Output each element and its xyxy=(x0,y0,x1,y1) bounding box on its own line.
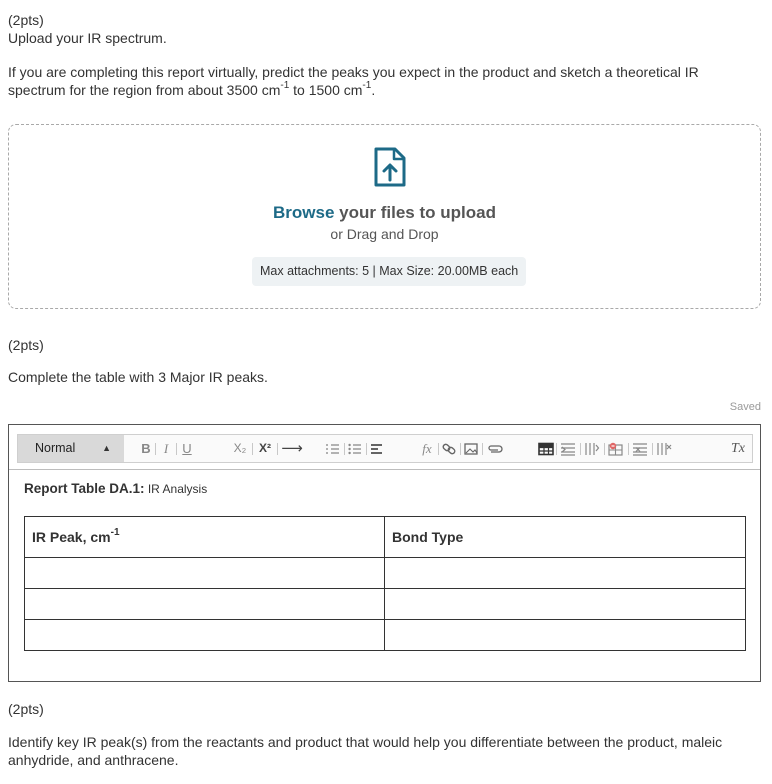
drag-drop-text: or Drag and Drop xyxy=(330,226,439,242)
browse-files-link[interactable]: Browse xyxy=(273,203,335,222)
q1-prompt: Upload your IR spectrum. xyxy=(8,30,167,46)
paragraph-style-value: Normal xyxy=(35,441,76,455)
ordered-list-icon[interactable] xyxy=(326,442,340,456)
table-cell[interactable] xyxy=(385,620,746,651)
q1-instructions-mid: to 1500 cm xyxy=(289,82,363,98)
q2-prompt: Complete the table with 3 Major IR peaks. xyxy=(8,369,268,385)
q3-prompt: Identify key IR peak(s) from the reactants and product that would help you differentiate between the product, maleic anhydride, and anthracene. xyxy=(8,734,723,768)
rich-text-editor[interactable] xyxy=(8,424,761,682)
italic-button[interactable]: I xyxy=(163,441,169,456)
attachment-icon[interactable] xyxy=(486,442,504,456)
table-delete-icon[interactable] xyxy=(608,442,624,456)
table-cell[interactable] xyxy=(25,589,385,620)
ir-analysis-table xyxy=(24,516,746,651)
q1-instructions xyxy=(8,63,748,99)
header-ir-peak-text: IR Peak, cm xyxy=(32,529,111,545)
table-row xyxy=(25,589,746,620)
insert-table-icon[interactable] xyxy=(538,442,554,456)
file-upload-icon xyxy=(373,147,407,187)
browse-line xyxy=(9,203,760,223)
table-row xyxy=(25,620,746,651)
bullet-list-icon[interactable] xyxy=(348,442,362,456)
bold-button[interactable]: B xyxy=(141,441,151,456)
report-table-subtitle: IR Analysis xyxy=(144,482,208,496)
arrow-insert-button[interactable]: ⟶ xyxy=(281,440,303,457)
table-cell[interactable] xyxy=(25,558,385,589)
subscript-button[interactable]: X₂ xyxy=(233,441,247,455)
underline-button[interactable]: U xyxy=(182,441,192,456)
align-left-icon[interactable] xyxy=(370,442,384,456)
table-row-delete-icon[interactable] xyxy=(632,442,648,456)
table-cell[interactable] xyxy=(385,589,746,620)
image-icon[interactable] xyxy=(464,442,478,456)
table-column-delete-icon[interactable] xyxy=(656,442,672,456)
select-arrows-icon: ▲ xyxy=(102,443,111,453)
q1-points: (2pts) xyxy=(8,12,44,28)
table-row xyxy=(25,558,746,589)
q1-instructions-end: . xyxy=(371,82,376,98)
formula-button[interactable]: fx xyxy=(422,441,432,456)
table-cell[interactable] xyxy=(25,620,385,651)
table-header-row xyxy=(25,517,746,558)
table-row-insert-icon[interactable] xyxy=(560,442,576,456)
table-column-insert-icon[interactable] xyxy=(584,442,600,456)
q1-instructions-sup2: -1 xyxy=(362,80,372,92)
editor-toolbar xyxy=(17,434,753,463)
q3-points: (2pts) xyxy=(8,701,44,717)
header-ir-peak-sup: -1 xyxy=(110,527,120,539)
header-bond-type-text: Bond Type xyxy=(392,529,464,545)
table-cell[interactable] xyxy=(385,558,746,589)
file-dropzone[interactable] xyxy=(8,124,761,309)
report-table-caption xyxy=(24,481,207,496)
browse-rest-text: your files to upload xyxy=(334,203,496,222)
upload-limits-badge: Max attachments: 5 | Max Size: 20.00MB each xyxy=(252,257,526,286)
paragraph-style-select[interactable] xyxy=(18,435,124,462)
header-bond-type[interactable] xyxy=(385,517,746,558)
q1-instructions-sup1: -1 xyxy=(280,80,290,92)
header-ir-peak[interactable] xyxy=(25,517,385,558)
report-table-label: Report Table DA.1: xyxy=(24,481,145,496)
q1-instructions-pre: If you are completing this report virtually, predict the peaks you expect in the product and sketch a theoretical IR spectrum for the region from about 3500 cm xyxy=(8,64,699,98)
link-icon[interactable] xyxy=(442,442,457,456)
superscript-button[interactable]: X² xyxy=(259,441,271,455)
saved-status: Saved xyxy=(729,401,761,413)
clear-format-button[interactable]: Tx xyxy=(731,441,745,456)
q2-points: (2pts) xyxy=(8,337,44,353)
